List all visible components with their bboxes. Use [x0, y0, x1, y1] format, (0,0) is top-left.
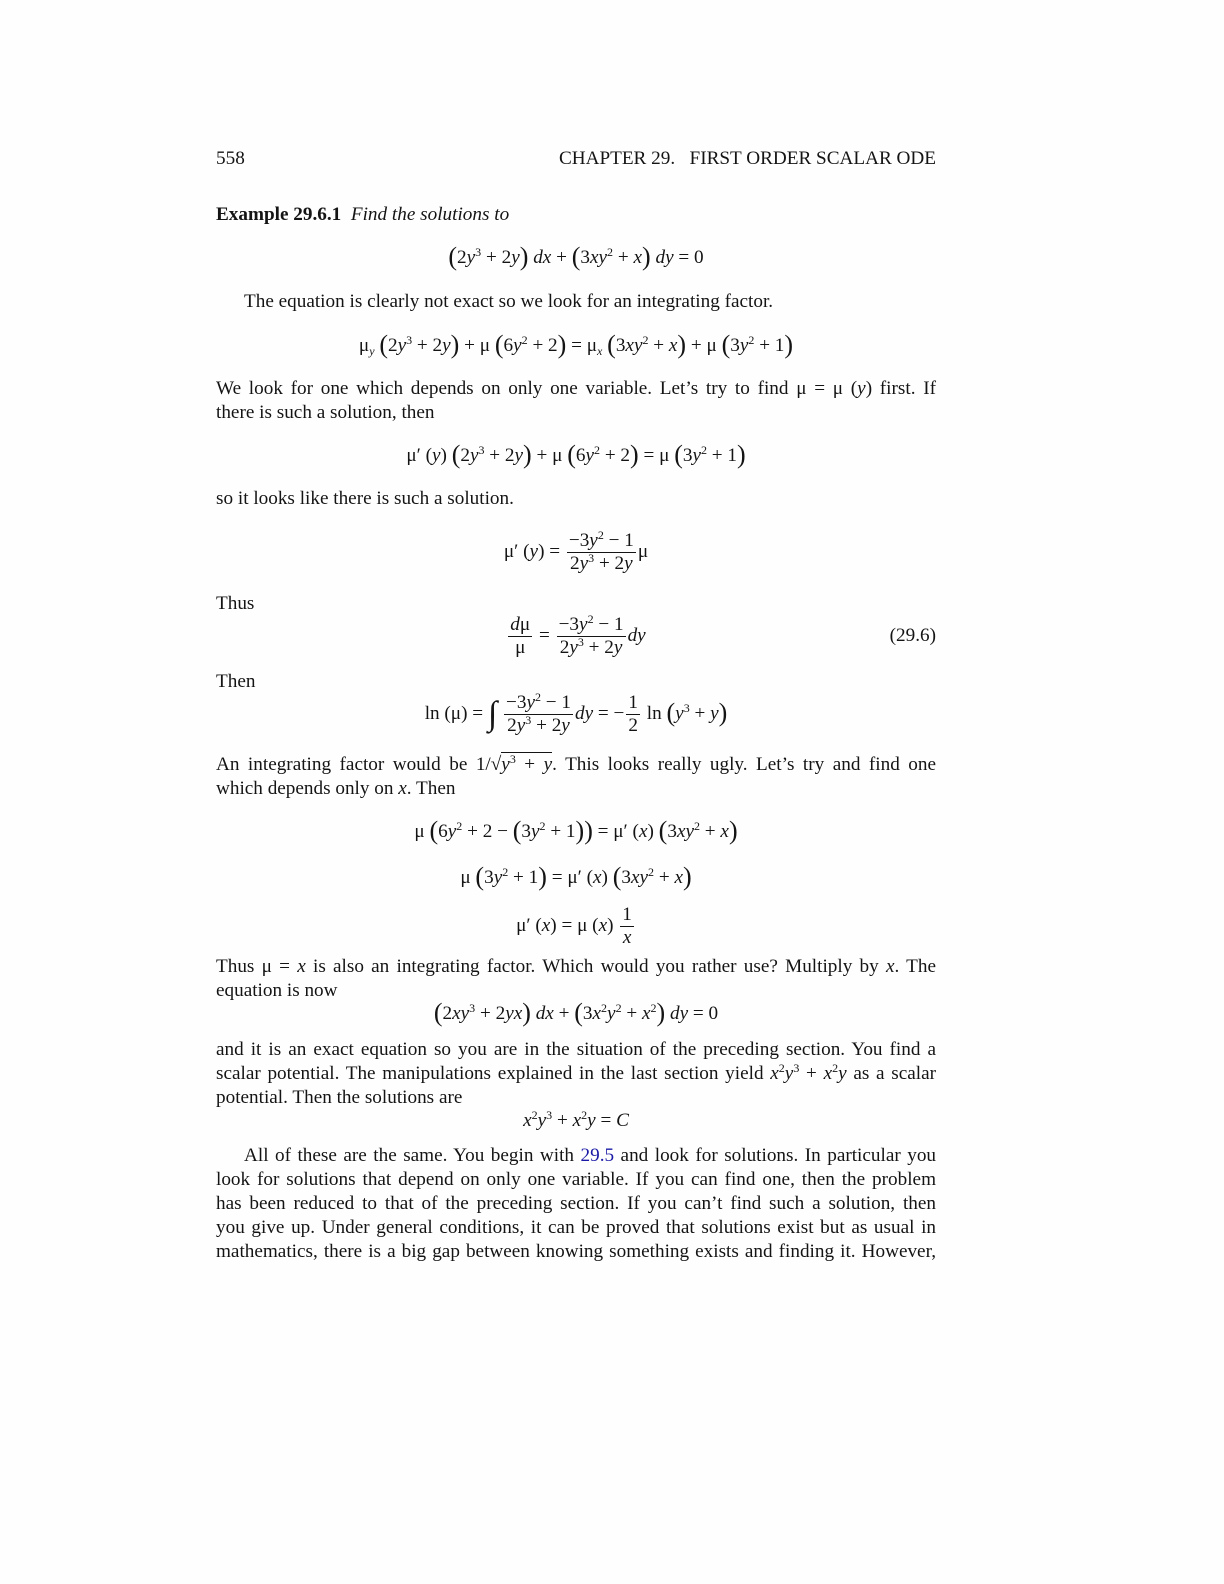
- equation-5: $\frac{d\mu}{\mu}$ = $\frac{-3y^2 - 1}{2y^3 + 2y}$ dy (29.6): [510, 612, 936, 659]
- paragraph-1: The equation is clearly not exact so we look for an integrating factor.: [244, 291, 774, 312]
- paragraph-7-line-1: All of these are the same. You begin with 29.5 and look for solutions. In particular you: [244, 1145, 937, 1166]
- equation-6: ln (μ) = ∫ $\frac{-3y^2 - 1}{2y^3 + 2y}$ dy = − $\frac{1}{2}$ $\ln (y^3 + y)$: [424, 690, 728, 737]
- section-link[interactable]: 29.5: [580, 1145, 615, 1166]
- paragraph-6-line-2: scalar potential. The manipulations explained in the last section yield $x^2y^3 + x^2y$ as a scalar: [216, 1061, 936, 1084]
- equation-4: μ′ (y) = $\frac{-3y^2 - 1}{2y^3 + 2y}$ μ: [503, 528, 649, 575]
- equation-number: (29.6): [889, 625, 936, 646]
- paragraph-5-line-2: equation is now: [216, 980, 338, 1001]
- paragraph-2-line-1: We look for one which depends on only one variable. Let’s try to find μ = μ (y) first. If: [216, 378, 936, 399]
- example-label: Example 29.6.1: [216, 204, 342, 225]
- paragraph-7-line-3: has been reduced to that of the preceding section. If you can’t find such a solution, then: [216, 1193, 936, 1214]
- paragraph-3: so it looks like there is such a solution.: [216, 488, 514, 509]
- paragraph-7-line-5: mathematics, there is a big gap between knowing something exists and finding it. However,: [216, 1241, 936, 1262]
- equation-3: μ′ (y) $(2y^3 + 2y) + \mu$ $(6y^2 + 2) = \mu$ $(3y^2 + 1)$: [406, 440, 746, 469]
- equation-10: $(2xy^3 + 2yx)$ dx + $(3x^2y^2 + x^2)$ dy = 0: [433, 998, 719, 1027]
- page-header: [216, 148, 936, 172]
- chapter-title: CHAPTER 29. FIRST ORDER SCALAR ODE: [558, 148, 936, 169]
- equation-8: μ $(3y^2 + 1) = \mu'$ (x) $(3xy^2 + x)$: [460, 862, 692, 891]
- page-number: 558: [216, 148, 245, 169]
- equation-7: μ $(6y^2 + 2 - (3y^2 + 1)) = \mu'$ (x) $(3xy^2 + x)$: [414, 816, 738, 845]
- paragraph-4-line-1: An integrating factor would be $1/√y^3 + y$. This looks really ugly. Let’s try and find one: [216, 752, 936, 775]
- paragraph-7-line-2: look for solutions that depend on only one variable. If you can find one, then the problem: [216, 1169, 936, 1190]
- paragraph-4-line-2: which depends only on x. Then: [216, 778, 456, 799]
- paragraph-6-line-1: and it is an exact equation so you are in the situation of the preceding section. You find a: [216, 1039, 936, 1060]
- paragraph-5-line-1: Thus μ = x is also an integrating factor. Which would you rather use? Multiply by x. The: [216, 956, 937, 977]
- equation-11: $x^2y^3 + x^2y = C$: [523, 1108, 629, 1131]
- example-heading: [216, 203, 936, 227]
- equation-9: μ′ (x) = μ (x) $\frac{1}{x}$: [516, 904, 632, 949]
- label-then: Then: [216, 671, 256, 692]
- paragraph-2-line-2: there is such a solution, then: [216, 402, 435, 423]
- equation-1: $(2y^3 + 2y)$ dx + $(3xy^2 + x)$ dy = 0: [448, 242, 704, 271]
- paragraph-7-line-4: you give up. Under general conditions, it can be proved that solutions exist but as usual in: [216, 1217, 936, 1238]
- label-thus: Thus: [216, 593, 255, 614]
- example-statement: Find the solutions to: [350, 204, 510, 225]
- paragraph-6-line-3: potential. Then the solutions are: [216, 1087, 463, 1108]
- equation-2: $\mu_y$ $(2y^3 + 2y) + \mu$ $(6y^2 + 2) = \mu_x$ $(3xy^2 + x) + \mu$ $(3y^2 + 1)$: [358, 330, 794, 359]
